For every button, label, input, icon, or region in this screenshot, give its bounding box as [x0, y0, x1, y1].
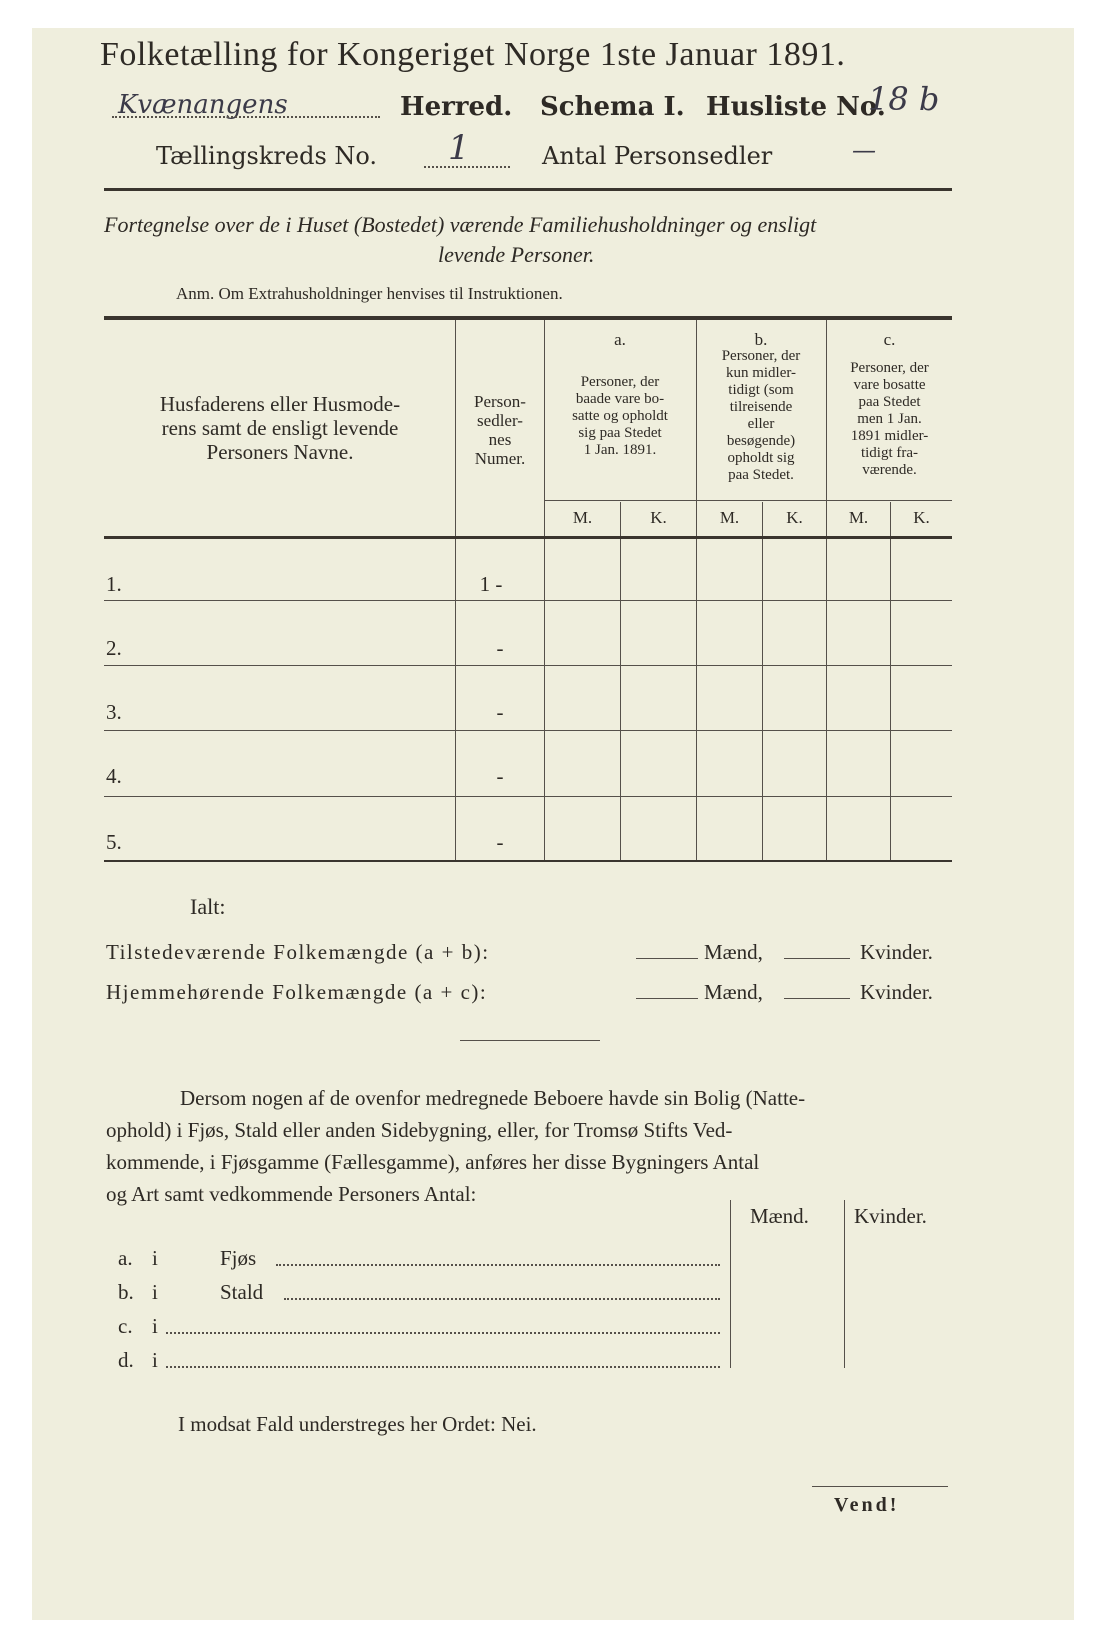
hjemme-maend: Mænd,	[704, 980, 763, 1004]
mk-label: M.	[719, 508, 740, 527]
header-rule	[104, 188, 952, 191]
col-b-line: Personer, der	[721, 348, 801, 364]
col-b-letter: b.	[754, 330, 768, 349]
tilstede-kvinder-blank	[784, 958, 850, 959]
paragraph-line: ophold) i Fjøs, Stald eller anden Sidebygning, eller, for Tromsø Stifts Ved-	[106, 1118, 733, 1142]
table-header-rule	[104, 536, 952, 539]
col-c-letter: c.	[883, 330, 896, 349]
col-b-header	[697, 348, 825, 484]
col-c-line: men 1 Jan.	[857, 411, 922, 427]
building-label: Fjøs	[220, 1246, 257, 1270]
building-label: Stald	[220, 1280, 264, 1304]
hjemme-kvinder: Kvinder.	[860, 980, 933, 1004]
row-number: 1.	[106, 572, 122, 596]
col-c-line: værende.	[862, 462, 917, 478]
table-top-rule	[104, 316, 952, 320]
antal-value: —	[852, 136, 876, 164]
antal-label: Antal Personsedler	[542, 142, 773, 170]
husliste-value: 18 b	[868, 80, 940, 118]
paragraph-line: kommende, i Fjøsgamme (Fællesgamme), anføres her disse Bygningers Antal	[106, 1150, 760, 1174]
tilstede-maend: Mænd,	[704, 940, 763, 964]
mk-label: M.	[848, 508, 869, 527]
building-dots	[284, 1298, 720, 1300]
row-sedler-num: -	[496, 700, 504, 724]
col-c-header	[827, 360, 952, 479]
intro-line1: Fortegnelse over de i Huset (Bostedet) værende Familiehusholdninger og ensligt	[104, 212, 817, 237]
col-c-line: paa Stedet	[858, 394, 921, 410]
buildings-kvinder-header: Kvinder.	[854, 1204, 927, 1228]
col-num-line: Numer.	[474, 449, 526, 468]
col-b-line: tilreisende	[729, 399, 793, 415]
intro-line2: levende Personer.	[438, 242, 595, 267]
paragraph-line: og Art samt vedkommende Personers Antal:	[106, 1182, 477, 1206]
col-a-header	[545, 374, 695, 459]
col-a-letter: a.	[614, 330, 626, 349]
col-b-line: opholdt sig	[727, 450, 795, 466]
mk-label: K.	[650, 508, 667, 527]
ialt-label: Ialt:	[190, 894, 226, 919]
building-i: i	[152, 1314, 158, 1338]
row-sedler-num: -	[496, 830, 504, 854]
table-vline-b-mk	[762, 502, 763, 862]
table-bottom-rule	[104, 860, 952, 862]
form-title: Folketælling for Kongeriget Norge 1ste Januar 1891.	[100, 36, 846, 73]
section-divider	[460, 1040, 600, 1041]
col-b-line: tidigt (som	[728, 382, 794, 398]
buildings-maend-header: Mænd.	[750, 1204, 809, 1228]
building-dots	[166, 1332, 720, 1334]
mk-label: M.	[572, 508, 593, 527]
col-b-line: besøgende)	[726, 433, 796, 449]
buildings-vline-2	[844, 1200, 845, 1368]
mk-label: K.	[913, 508, 930, 527]
herred-label: Herred.	[400, 92, 513, 122]
row-number: 5.	[106, 830, 122, 854]
row-sedler-num: 1 -	[479, 572, 503, 596]
hjemme-maend-blank	[636, 998, 698, 999]
herred-line	[112, 116, 380, 118]
table-vline-a-mk	[620, 502, 621, 862]
col-a-line: Personer, der	[580, 374, 660, 390]
col-b-line: eller	[747, 416, 775, 432]
mk-rule	[544, 500, 952, 501]
tilstede-label: Tilstedeværende Folkemængde (a + b):	[106, 940, 490, 964]
col-c-line: tidigt fra-	[860, 445, 919, 461]
vend-rule	[812, 1486, 948, 1487]
col-a-line: baade vare bo-	[575, 391, 665, 407]
buildings-paragraph	[106, 1082, 956, 1210]
building-letter: c.	[118, 1314, 133, 1338]
buildings-vline-1	[730, 1200, 731, 1368]
hjemme-label: Hjemmehørende Folkemængde (a + c):	[106, 980, 488, 1004]
col-name-line: rens samt de ensligt levende	[161, 416, 399, 440]
col-name-line: Personers Navne.	[206, 440, 354, 464]
building-dots	[276, 1264, 720, 1266]
herred-value: Kvænangens	[118, 90, 288, 120]
col-c-line: 1891 midler-	[850, 428, 929, 444]
col-b-line: kun midler-	[725, 365, 797, 381]
col-b-line: paa Stedet.	[728, 467, 794, 483]
col-c-line: vare bosatte	[853, 377, 926, 393]
tilstede-maend-blank	[636, 958, 698, 959]
col-num-line: sedler-	[477, 411, 523, 430]
row-sedler-num: -	[496, 764, 504, 788]
row-number: 3.	[106, 700, 122, 724]
col-num-line: Person-	[474, 392, 526, 411]
row-number: 4.	[106, 764, 122, 788]
row-rule	[104, 730, 952, 731]
row-rule	[104, 665, 952, 666]
row-number: 2.	[106, 636, 122, 660]
paragraph-line: Dersom nogen af de ovenfor medregnede Beboere havde sin Bolig (Natte-	[180, 1086, 806, 1110]
col-a-line: 1 Jan. 1891.	[583, 442, 657, 458]
col-num-line: nes	[488, 430, 512, 449]
schema-label: Schema I.	[540, 92, 685, 122]
col-a-line: sig paa Stedet	[578, 425, 662, 441]
hjemme-kvinder-blank	[784, 998, 850, 999]
col-num-header	[456, 392, 544, 468]
kreds-label: Tællingskreds No.	[156, 142, 378, 170]
building-letter: d.	[118, 1348, 134, 1372]
row-sedler-num: -	[496, 636, 504, 660]
mk-label: K.	[786, 508, 803, 527]
col-c-line: Personer, der	[850, 360, 929, 376]
building-letter: a.	[118, 1246, 133, 1270]
anm-note: Anm. Om Extrahusholdninger henvises til Instruktionen.	[176, 284, 563, 303]
vend-label: Vend!	[834, 1494, 900, 1516]
kreds-line	[424, 166, 510, 168]
row-rule	[104, 796, 952, 797]
kreds-value: 1	[448, 128, 470, 168]
building-i: i	[152, 1280, 158, 1304]
building-dots	[166, 1366, 720, 1368]
building-i: i	[152, 1246, 158, 1270]
nei-footer: I modsat Fald understreges her Ordet: Nei.	[178, 1412, 537, 1436]
table-vline-c-mk	[890, 502, 891, 862]
husliste-label: Husliste No.	[706, 92, 886, 122]
tilstede-kvinder: Kvinder.	[860, 940, 933, 964]
col-name-line: Husfaderens eller Husmode-	[159, 392, 401, 416]
building-i: i	[152, 1348, 158, 1372]
row-rule	[104, 600, 952, 601]
col-a-line: satte og opholdt	[572, 408, 668, 424]
building-letter: b.	[118, 1280, 134, 1304]
col-name-header	[110, 392, 450, 464]
